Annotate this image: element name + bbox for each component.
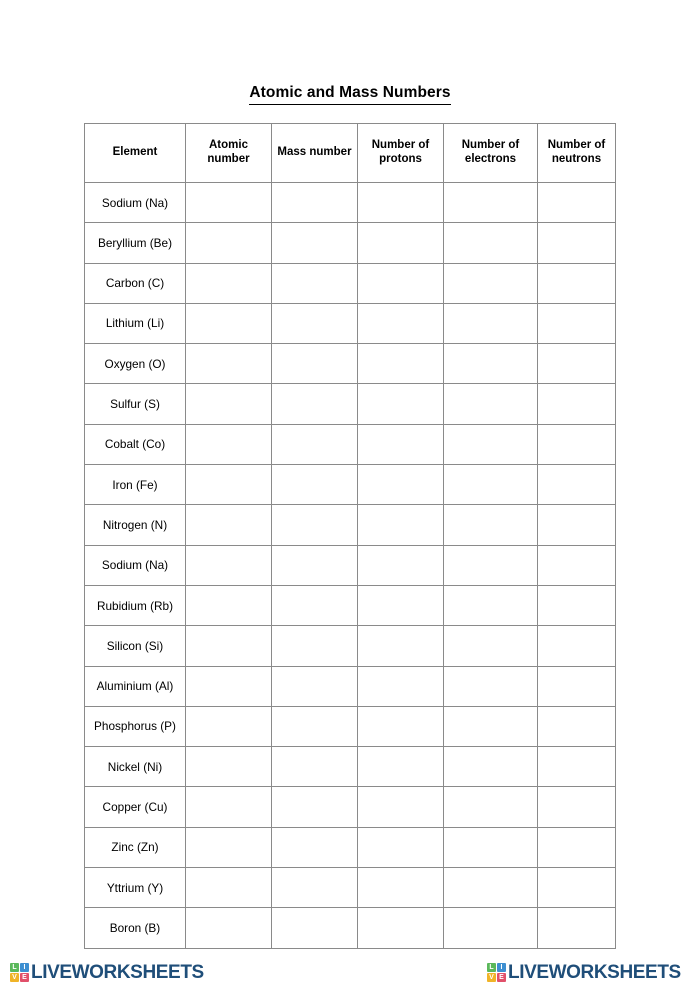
table-row: [85, 424, 616, 464]
cell-element: Oxygen (O): [85, 344, 186, 384]
cell-number-of-protons[interactable]: [358, 424, 444, 464]
cell-number-of-electrons[interactable]: [444, 424, 538, 464]
cell-mass-number[interactable]: [272, 384, 358, 424]
table-row: [85, 747, 616, 787]
cell-number-of-electrons[interactable]: [444, 465, 538, 505]
cell-number-of-protons[interactable]: [358, 666, 444, 706]
cell-number-of-neutrons[interactable]: [538, 747, 616, 787]
column-header-atomic-number: Atomic number: [186, 124, 272, 183]
mark-letter-v: V: [10, 973, 19, 982]
column-header-number-of-electrons: Number of electrons: [444, 124, 538, 183]
cell-mass-number[interactable]: [272, 183, 358, 223]
cell-atomic-number[interactable]: [186, 585, 272, 625]
cell-number-of-electrons[interactable]: [444, 303, 538, 343]
mark-letter-i-right: I: [497, 963, 506, 972]
cell-number-of-protons[interactable]: [358, 868, 444, 908]
cell-mass-number[interactable]: [272, 303, 358, 343]
cell-element: Nickel (Ni): [85, 747, 186, 787]
cell-number-of-neutrons[interactable]: [538, 303, 616, 343]
cell-atomic-number[interactable]: [186, 465, 272, 505]
column-header-number-of-neutrons: Number of neutrons: [538, 124, 616, 183]
cell-number-of-neutrons[interactable]: [538, 465, 616, 505]
cell-atomic-number[interactable]: [186, 747, 272, 787]
cell-atomic-number[interactable]: [186, 545, 272, 585]
cell-number-of-neutrons[interactable]: [538, 384, 616, 424]
cell-number-of-protons[interactable]: [358, 505, 444, 545]
table-row: [85, 626, 616, 666]
cell-element: Copper (Cu): [85, 787, 186, 827]
liveworksheets-wordmark-left: LIVEWORKSHEETS: [31, 961, 204, 983]
cell-mass-number[interactable]: [272, 545, 358, 585]
cell-number-of-neutrons[interactable]: [538, 787, 616, 827]
cell-number-of-protons[interactable]: [358, 183, 444, 223]
cell-number-of-neutrons[interactable]: [538, 706, 616, 746]
cell-number-of-electrons[interactable]: [444, 505, 538, 545]
cell-number-of-neutrons[interactable]: [538, 424, 616, 464]
cell-element: Aluminium (Al): [85, 666, 186, 706]
table-row: [85, 585, 616, 625]
cell-number-of-neutrons[interactable]: [538, 626, 616, 666]
cell-number-of-protons[interactable]: [358, 787, 444, 827]
cell-atomic-number[interactable]: [186, 908, 272, 948]
cell-number-of-protons[interactable]: [358, 585, 444, 625]
cell-atomic-number[interactable]: [186, 626, 272, 666]
cell-mass-number[interactable]: [272, 263, 358, 303]
table-row: [85, 666, 616, 706]
table-header: [85, 124, 616, 183]
cell-mass-number[interactable]: [272, 626, 358, 666]
cell-mass-number[interactable]: [272, 706, 358, 746]
cell-number-of-neutrons[interactable]: [538, 183, 616, 223]
cell-number-of-neutrons[interactable]: [538, 223, 616, 263]
mark-letter-v-right: V: [487, 973, 496, 982]
cell-mass-number[interactable]: [272, 465, 358, 505]
cell-element: Iron (Fe): [85, 465, 186, 505]
atomic-mass-table-container: [84, 123, 615, 949]
cell-number-of-protons[interactable]: [358, 465, 444, 505]
cell-atomic-number[interactable]: [186, 424, 272, 464]
table-row: [85, 868, 616, 908]
cell-number-of-electrons[interactable]: [444, 626, 538, 666]
cell-number-of-electrons[interactable]: [444, 827, 538, 867]
cell-mass-number[interactable]: [272, 747, 358, 787]
mark-letter-l-right: L: [487, 963, 496, 972]
cell-number-of-electrons[interactable]: [444, 384, 538, 424]
cell-atomic-number[interactable]: [186, 263, 272, 303]
cell-element: Nitrogen (N): [85, 505, 186, 545]
cell-number-of-electrons[interactable]: [444, 263, 538, 303]
cell-mass-number[interactable]: [272, 787, 358, 827]
cell-number-of-protons[interactable]: [358, 384, 444, 424]
cell-mass-number[interactable]: [272, 505, 358, 545]
cell-element: Sulfur (S): [85, 384, 186, 424]
column-header-number-of-protons: Number of protons: [358, 124, 444, 183]
table-row: [85, 908, 616, 948]
table-row: [85, 545, 616, 585]
table-row: [85, 827, 616, 867]
footer: [0, 955, 700, 989]
cell-number-of-protons[interactable]: [358, 706, 444, 746]
cell-element: Sodium (Na): [85, 183, 186, 223]
cell-element: Silicon (Si): [85, 626, 186, 666]
cell-element: Sodium (Na): [85, 545, 186, 585]
cell-number-of-electrons[interactable]: [444, 183, 538, 223]
cell-element: Lithium (Li): [85, 303, 186, 343]
cell-element: Beryllium (Be): [85, 223, 186, 263]
liveworksheets-mark-icon: [10, 963, 29, 982]
table-body: [85, 183, 616, 949]
cell-number-of-neutrons[interactable]: [538, 263, 616, 303]
cell-number-of-electrons[interactable]: [444, 223, 538, 263]
cell-atomic-number[interactable]: [186, 384, 272, 424]
cell-number-of-neutrons[interactable]: [538, 344, 616, 384]
cell-number-of-electrons[interactable]: [444, 706, 538, 746]
cell-mass-number[interactable]: [272, 868, 358, 908]
cell-number-of-electrons[interactable]: [444, 908, 538, 948]
cell-number-of-protons[interactable]: [358, 747, 444, 787]
cell-atomic-number[interactable]: [186, 344, 272, 384]
cell-element: Zinc (Zn): [85, 827, 186, 867]
cell-number-of-electrons[interactable]: [444, 545, 538, 585]
cell-number-of-protons[interactable]: [358, 545, 444, 585]
cell-atomic-number[interactable]: [186, 666, 272, 706]
mark-letter-i: I: [20, 963, 29, 972]
cell-number-of-protons[interactable]: [358, 344, 444, 384]
cell-number-of-protons[interactable]: [358, 908, 444, 948]
table-header-row: [85, 124, 616, 183]
cell-element: Yttrium (Y): [85, 868, 186, 908]
cell-element: Boron (B): [85, 908, 186, 948]
cell-number-of-neutrons[interactable]: [538, 585, 616, 625]
table-row: [85, 465, 616, 505]
liveworksheets-wordmark-right: LIVEWORKSHEETS: [508, 961, 681, 983]
cell-number-of-neutrons[interactable]: [538, 505, 616, 545]
table-row: [85, 223, 616, 263]
mark-letter-e: E: [20, 973, 29, 982]
cell-mass-number[interactable]: [272, 424, 358, 464]
cell-mass-number[interactable]: [272, 344, 358, 384]
cell-number-of-electrons[interactable]: [444, 344, 538, 384]
table-row: [85, 344, 616, 384]
atomic-mass-table: [84, 123, 616, 949]
cell-number-of-electrons[interactable]: [444, 787, 538, 827]
cell-number-of-neutrons[interactable]: [538, 868, 616, 908]
cell-atomic-number[interactable]: [186, 827, 272, 867]
cell-mass-number[interactable]: [272, 908, 358, 948]
page-title: Atomic and Mass Numbers: [249, 84, 450, 105]
cell-number-of-protons[interactable]: [358, 303, 444, 343]
cell-number-of-electrons[interactable]: [444, 666, 538, 706]
cell-element: Carbon (C): [85, 263, 186, 303]
cell-number-of-protons[interactable]: [358, 263, 444, 303]
liveworksheets-mark-icon-right: [487, 963, 506, 982]
cell-atomic-number[interactable]: [186, 505, 272, 545]
cell-atomic-number[interactable]: [186, 183, 272, 223]
mark-letter-l: L: [10, 963, 19, 972]
cell-number-of-protons[interactable]: [358, 827, 444, 867]
cell-element: Cobalt (Co): [85, 424, 186, 464]
table-row: [85, 787, 616, 827]
cell-mass-number[interactable]: [272, 585, 358, 625]
cell-number-of-neutrons[interactable]: [538, 666, 616, 706]
cell-number-of-neutrons[interactable]: [538, 908, 616, 948]
cell-element: Phosphorus (P): [85, 706, 186, 746]
table-row: [85, 384, 616, 424]
column-header-element: Element: [85, 124, 186, 183]
cell-number-of-electrons[interactable]: [444, 747, 538, 787]
table-row: [85, 505, 616, 545]
cell-element: Rubidium (Rb): [85, 585, 186, 625]
cell-atomic-number[interactable]: [186, 223, 272, 263]
cell-mass-number[interactable]: [272, 223, 358, 263]
table-row: [85, 706, 616, 746]
table-row: [85, 263, 616, 303]
cell-atomic-number[interactable]: [186, 706, 272, 746]
cell-atomic-number[interactable]: [186, 868, 272, 908]
mark-letter-e-right: E: [497, 973, 506, 982]
liveworksheets-logo-left: [10, 959, 204, 985]
cell-number-of-protons[interactable]: [358, 223, 444, 263]
cell-number-of-electrons[interactable]: [444, 585, 538, 625]
cell-number-of-neutrons[interactable]: [538, 545, 616, 585]
page-title-container: [0, 84, 700, 105]
cell-atomic-number[interactable]: [186, 787, 272, 827]
cell-atomic-number[interactable]: [186, 303, 272, 343]
cell-number-of-electrons[interactable]: [444, 868, 538, 908]
cell-number-of-protons[interactable]: [358, 626, 444, 666]
table-row: [85, 303, 616, 343]
cell-mass-number[interactable]: [272, 827, 358, 867]
table-row: [85, 183, 616, 223]
liveworksheets-logo-right: [487, 959, 681, 985]
cell-number-of-neutrons[interactable]: [538, 827, 616, 867]
cell-mass-number[interactable]: [272, 666, 358, 706]
column-header-mass-number: Mass number: [272, 124, 358, 183]
